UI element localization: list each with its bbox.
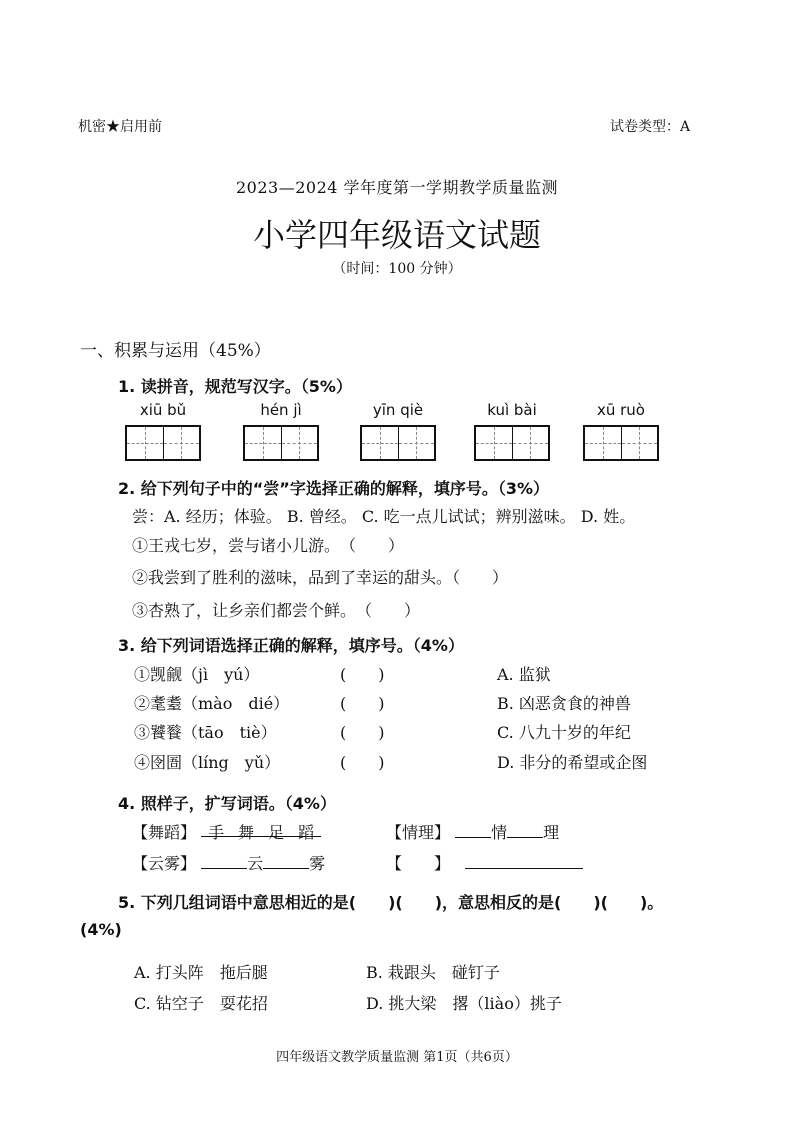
question-4-title: 4. 照样子，扩写词语。（4%） [118,794,336,813]
question-3-def-c: C. 八九十岁的年纪 [497,723,631,742]
question-3-word-2: ②耄耋（mào dié） [134,694,290,713]
question-5-score: (4%) [80,920,122,939]
question-4-item-qingli [386,820,559,843]
qingli-blank-2[interactable] [507,821,543,838]
qingli-char-1: 情 [491,823,508,842]
custom-blank[interactable] [465,852,583,869]
writing-grid-2[interactable] [243,425,319,461]
writing-grid-1[interactable] [125,425,201,461]
pinyin-4: kuì bài [487,401,537,419]
question-5-option-b: B. 栽跟头 碰钉子 [366,963,500,982]
example-label: 【舞蹈】 [132,823,197,842]
question-4-item-custom [386,851,583,874]
exam-subtitle: 2023—2024 学年度第一学期教学质量监测 [235,178,559,197]
example-char-2: 舞 [231,820,261,837]
exam-title: 小学四年级语文试题 [252,216,541,254]
pinyin-5: xū ruò [596,401,645,419]
question-4-item-yunwu [132,851,325,874]
custom-label[interactable]: 【 】 [386,854,451,873]
question-3-word-3: ③饕餮（tāo tiè） [134,723,277,742]
question-3-blank-3[interactable]: ( ) [340,723,385,742]
qingli-blank-1[interactable] [455,821,491,838]
question-3-word-4: ④囹圄（líng yǔ） [134,753,281,772]
writing-grid-3[interactable] [360,425,436,461]
question-1-title: 1. 读拼音，规范写汉字。（5%） [118,377,352,396]
writing-grid-4[interactable] [474,425,550,461]
paper-type: 试卷类型：A [610,119,691,135]
question-3-def-d: D. 非分的希望或企图 [497,753,648,772]
question-3-blank-4[interactable]: ( ) [340,753,385,772]
question-3-word-1: ①觊觎（jì yú） [134,665,260,684]
question-3-title: 3. 给下列词语选择正确的解释，填序号。（4%） [118,636,464,655]
example-char-3: 足 [261,820,291,837]
pinyin-2: hén jì [260,401,302,419]
yunwu-blank-2[interactable] [263,852,309,869]
yunwu-char-1: 云 [247,854,264,873]
example-char-1: 手 [201,820,231,837]
question-5-option-a: A. 打头阵 拖后腿 [134,963,268,982]
pinyin-3: yīn qiè [372,401,424,419]
section-heading: 一、积累与运用（45%） [80,341,271,361]
exam-time: （时间：100 分钟） [332,261,462,277]
qingli-char-2: 理 [543,823,560,842]
question-3-blank-2[interactable]: ( ) [340,694,385,713]
page-footer: 四年级语文教学质量监测 第1页（共6页） [276,1050,518,1065]
yunwu-char-2: 雾 [309,854,326,873]
question-5-option-d: D. 挑大梁 撂（liào）挑子 [366,994,562,1013]
pinyin-1: xiū bǔ [139,401,187,419]
example-char-4: 蹈 [291,820,321,837]
question-3-def-b: B. 凶恶贪食的神兽 [497,694,631,713]
question-2-item-3: ③杏熟了，让乡亲们都尝个鲜。 （ ） [132,601,421,620]
writing-grid-5[interactable] [583,425,659,461]
yunwu-label: 【云雾】 [132,854,197,873]
question-2-item-2: ②我尝到了胜利的滋味，品到了幸运的甜头。（ ） [132,568,509,587]
yunwu-blank-1[interactable] [201,852,247,869]
question-4-example [132,820,321,843]
confidential-mark: 机密★启用前 [78,119,162,135]
question-3-def-a: A. 监狱 [497,665,551,684]
question-3-blank-1[interactable]: ( ) [340,665,385,684]
qingli-label: 【情理】 [386,823,451,842]
question-5-option-c: C. 钻空子 耍花招 [134,994,268,1013]
question-2-item-1: ①王戎七岁，尝与诸小儿游。 （ ） [132,536,405,555]
question-2-title: 2. 给下列句子中的“尝”字选择正确的解释，填序号。（3%） [118,479,549,498]
question-2-options: 尝：A. 经历；体验。 B. 曾经。 C. 吃一点儿试试；辨别滋味。 D. 姓。 [132,507,636,526]
question-5-title: 5. 下列几组词语中意思相近的是( )( )，意思相反的是( )( )。 [118,893,664,912]
